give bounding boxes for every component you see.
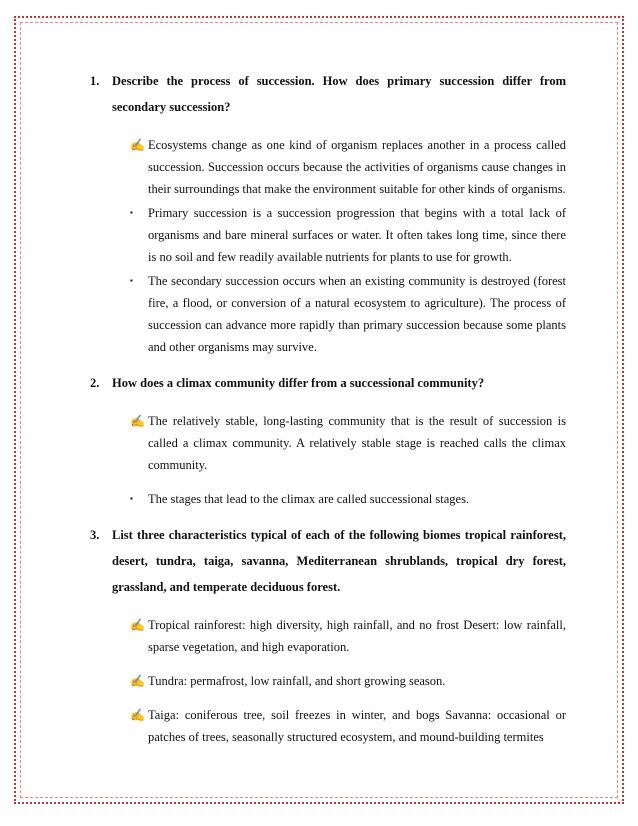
bullet-text: The secondary succession occurs when an existing community is destroyed (forest fire, a flood, or conversion of a natural ecosystem to agriculture). The process of succession can advance more rapidly than primary succession because some plants and other organisms may survive.: [148, 274, 566, 354]
document-body: [90, 68, 566, 760]
writing-hand-icon: ✍: [130, 618, 145, 632]
bullet-text: Ecosystems change as one kind of organism replaces another in a process called succession. Succession occurs because the activities of organisms cause changes in their surroundings that make the environment suitable for other kinds of organisms.: [148, 138, 566, 196]
list-item: [130, 134, 566, 200]
list-item: [130, 704, 566, 748]
question-number: 3.: [90, 528, 100, 542]
question-text: List three characteristics typical of each of the following biomes tropical rainforest, desert, tundra, taiga, savanna, Mediterranean shrublands, tropical dry forest, grassland, and temperate deciduous forest.: [112, 528, 566, 594]
question-3: [90, 522, 566, 600]
list-item: [130, 410, 566, 476]
writing-hand-icon: ✍: [130, 138, 145, 152]
bullet-text: Tundra: permafrost, low rainfall, and short growing season.: [148, 674, 446, 688]
square-bullet-icon: ▪: [130, 494, 133, 503]
question-text: How does a climax community differ from a successional community?: [112, 376, 485, 390]
writing-hand-icon: ✍: [130, 708, 145, 722]
question-number: 2.: [90, 376, 100, 390]
bullet-text: Primary succession is a succession progression that begins with a total lack of organisms and bare mineral surfaces or water. It often takes long time, since there is no soil and few readily available nutrients for plants to use for growth.: [148, 206, 566, 264]
list-item: [130, 202, 566, 268]
writing-hand-icon: ✍: [130, 674, 145, 688]
writing-hand-icon: ✍: [130, 414, 145, 428]
question-text: Describe the process of succession. How does primary succession differ from secondary succession?: [112, 74, 566, 114]
question-2: [90, 370, 566, 396]
list-item: [130, 670, 566, 692]
question-1: [90, 68, 566, 120]
bullet-text: The stages that lead to the climax are called successional stages.: [148, 492, 470, 506]
bullet-text: Taiga: coniferous tree, soil freezes in winter, and bogs Savanna: occasional or patches of trees, seasonally structured ecosystem, and mound-building termites: [148, 708, 566, 744]
list-item: [130, 270, 566, 358]
square-bullet-icon: ▪: [130, 276, 133, 285]
bullet-text: The relatively stable, long-lasting community that is the result of succession is called a climax community. A relatively stable stage is reached calls the climax community.: [148, 414, 566, 472]
square-bullet-icon: ▪: [130, 208, 133, 217]
bullet-text: Tropical rainforest: high diversity, high rainfall, and no frost Desert: low rainfall, sparse vegetation, and high evaporation.: [148, 618, 566, 654]
list-item: [130, 488, 566, 510]
question-number: 1.: [90, 74, 100, 88]
list-item: [130, 614, 566, 658]
